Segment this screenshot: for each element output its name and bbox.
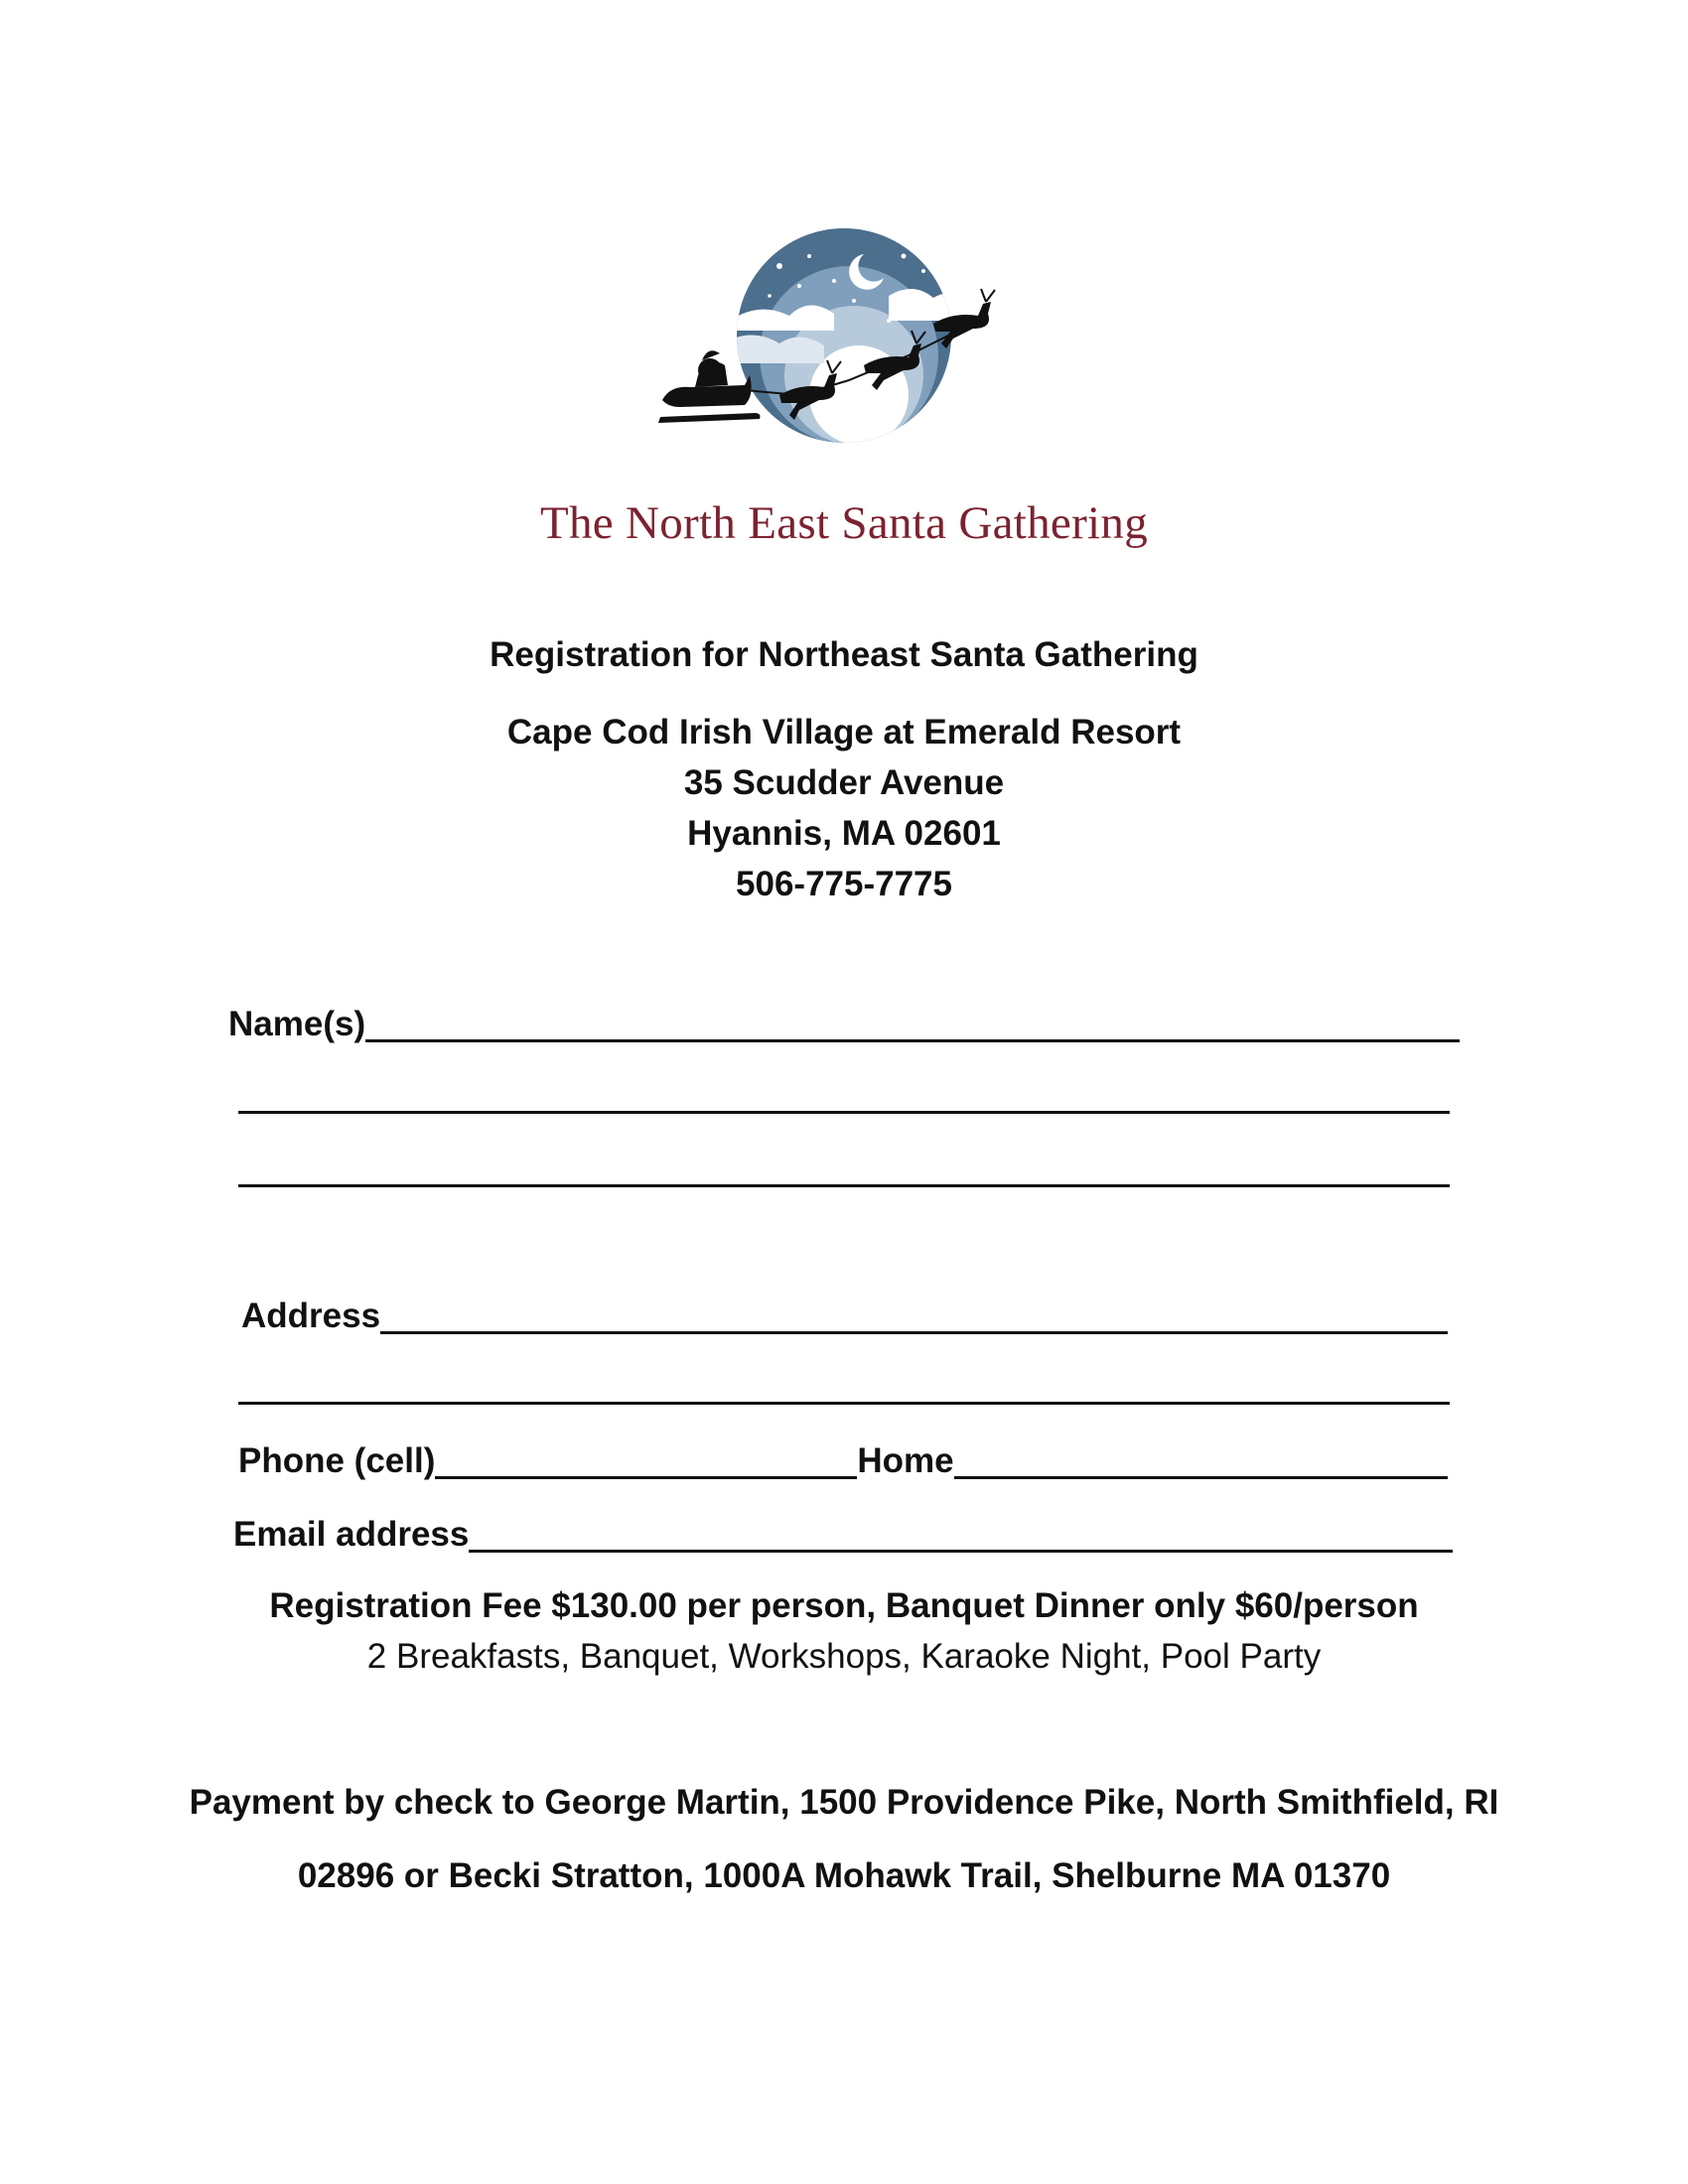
phone-cell-input-line[interactable] xyxy=(435,1474,857,1479)
phone-home-input-line[interactable] xyxy=(954,1474,1448,1479)
organization-name: The North East Santa Gathering xyxy=(540,497,1148,549)
address-input-line[interactable] xyxy=(380,1329,1448,1334)
venue-city: Hyannis, MA 02601 xyxy=(687,814,1001,853)
names-input-line-3[interactable] xyxy=(238,1184,1450,1187)
form-title: Registration for Northeast Santa Gathering xyxy=(490,635,1198,674)
fee-includes: 2 Breakfasts, Banquet, Workshops, Karaoke Night, Pool Party xyxy=(366,1637,1322,1676)
phone-field[interactable] xyxy=(238,1441,1448,1481)
venue-name: Cape Cod Irish Village at Emerald Resort xyxy=(506,713,1182,751)
payment-line-1: Payment by check to George Martin, 1500 Providence Pike, North Smithfield, RI xyxy=(189,1783,1499,1822)
names-input-line[interactable] xyxy=(365,1037,1460,1042)
venue-phone: 506-775-7775 xyxy=(736,865,952,903)
names-input-line-2[interactable] xyxy=(238,1111,1450,1114)
names-label: Name(s) xyxy=(228,1005,366,1043)
address-label: Address xyxy=(241,1297,381,1335)
email-label: Email address xyxy=(233,1515,470,1554)
phone-cell-label: Phone (cell) xyxy=(238,1441,436,1480)
email-input-line[interactable] xyxy=(469,1548,1453,1553)
venue-street: 35 Scudder Avenue xyxy=(683,763,1005,802)
address-field[interactable] xyxy=(241,1297,1448,1336)
email-field[interactable] xyxy=(233,1515,1453,1555)
address-input-line-2[interactable] xyxy=(238,1402,1450,1405)
payment-line-2: 02896 or Becki Stratton, 1000A Mohawk Trail, Shelburne MA 01370 xyxy=(297,1856,1391,1895)
phone-home-label: Home xyxy=(857,1441,954,1480)
venue-address xyxy=(0,707,1688,909)
registration-fee: Registration Fee $130.00 per person, Banquet Dinner only $60/person xyxy=(269,1586,1419,1625)
santa-sleigh-reindeer-moon-icon xyxy=(650,226,1038,465)
names-field[interactable] xyxy=(228,1005,1460,1044)
